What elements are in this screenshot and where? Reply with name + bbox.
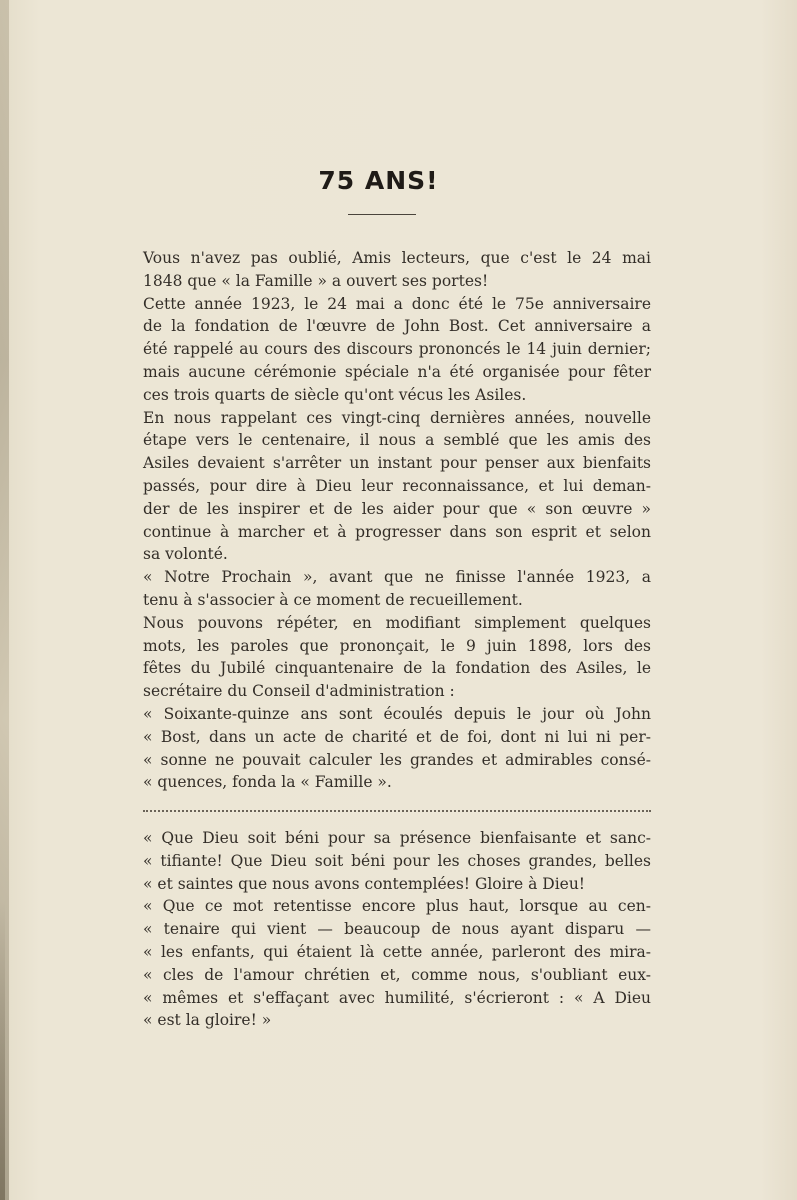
text-line: mots, les paroles que prononçait, le 9 juin 1898, lors des	[143, 636, 651, 655]
text-line: tenu à s'associer à ce moment de recueillement.	[143, 590, 523, 609]
text-line: En nous rappelant ces vingt-cinq dernières années, nouvelle	[143, 408, 651, 427]
text-line: « Notre Prochain », avant que ne finisse l'année 1923, a	[143, 568, 651, 587]
text-line: sa volonté.	[143, 545, 228, 564]
text-line: « Que ce mot retentisse encore plus haut, lorsque au cen-	[143, 897, 651, 916]
title-rule	[348, 214, 416, 215]
text-line: continue à marcher et à progresser dans son esprit et selon	[143, 522, 651, 541]
text-section-1	[143, 247, 651, 794]
text-line: « Que Dieu soit béni pour sa présence bienfaisante et sanc-	[143, 829, 651, 847]
text-line: « cles de l'amour chrétien et, comme nous, s'oubliant eux-	[143, 965, 651, 984]
text-line: « et saintes que nous avons contemplées! Gloire à Dieu!	[143, 874, 586, 893]
text-line: der de les inspirer et de les aider pour que « son œuvre »	[143, 499, 651, 518]
page-title: 75 ANS!	[318, 166, 439, 195]
text-line: « sonne ne pouvait calculer les grandes et admirables consé-	[143, 750, 651, 769]
text-line: mais aucune cérémonie spéciale n'a été organisée pour fêter	[143, 362, 651, 381]
text-line: secrétaire du Conseil d'administration :	[143, 682, 455, 701]
text-line: été rappelé au cours des discours prononcés le 14 juin dernier;	[143, 340, 651, 359]
text-line: « est la gloire! »	[143, 1011, 272, 1030]
text-line: 1848 que « la Famille » a ouvert ses portes!	[143, 271, 489, 290]
text-line: « quences, fonda la « Famille ».	[143, 773, 392, 792]
text-line: « les enfants, qui étaient là cette année, parleront des mira-	[143, 942, 651, 961]
text-line: « tifiante! Que Dieu soit béni pour les choses grandes, belles	[143, 851, 651, 870]
text-line: Cette année 1923, le 24 mai a donc été le 75e anniversaire	[143, 294, 651, 313]
text-line: étape vers le centenaire, il nous a semblé que les amis des	[143, 431, 651, 450]
text-line: « Soixante-quinze ans sont écoulés depuis le jour où John	[143, 704, 651, 723]
text-line: « Bost, dans un acte de charité et de foi, dont ni lui ni per-	[143, 727, 651, 746]
text-section-2	[143, 827, 651, 1032]
text-line: ces trois quarts de siècle qu'ont vécus les Asiles.	[143, 385, 527, 404]
text-line: Vous n'avez pas oublié, Amis lecteurs, que c'est le 24 mai	[143, 249, 651, 267]
binding-shadow	[0, 900, 5, 1200]
text-line: Asiles devaient s'arrêter un instant pour penser aux bienfaits	[143, 454, 651, 473]
text-line: Nous pouvons répéter, en modifiant simplement quelques	[143, 613, 651, 632]
text-line: « mêmes et s'effaçant avec humilité, s'écrieront : « A Dieu	[143, 988, 651, 1007]
text-line: « tenaire qui vient — beaucoup de nous ayant disparu —	[143, 920, 651, 939]
text-line: passés, pour dire à Dieu leur reconnaissance, et lui deman-	[143, 476, 651, 495]
dotted-separator	[143, 810, 651, 812]
text-line: fêtes du Jubilé cinquantenaire de la fondation des Asiles, le	[143, 659, 651, 678]
text-line: de la fondation de l'œuvre de John Bost. Cet anniversaire a	[143, 317, 651, 336]
